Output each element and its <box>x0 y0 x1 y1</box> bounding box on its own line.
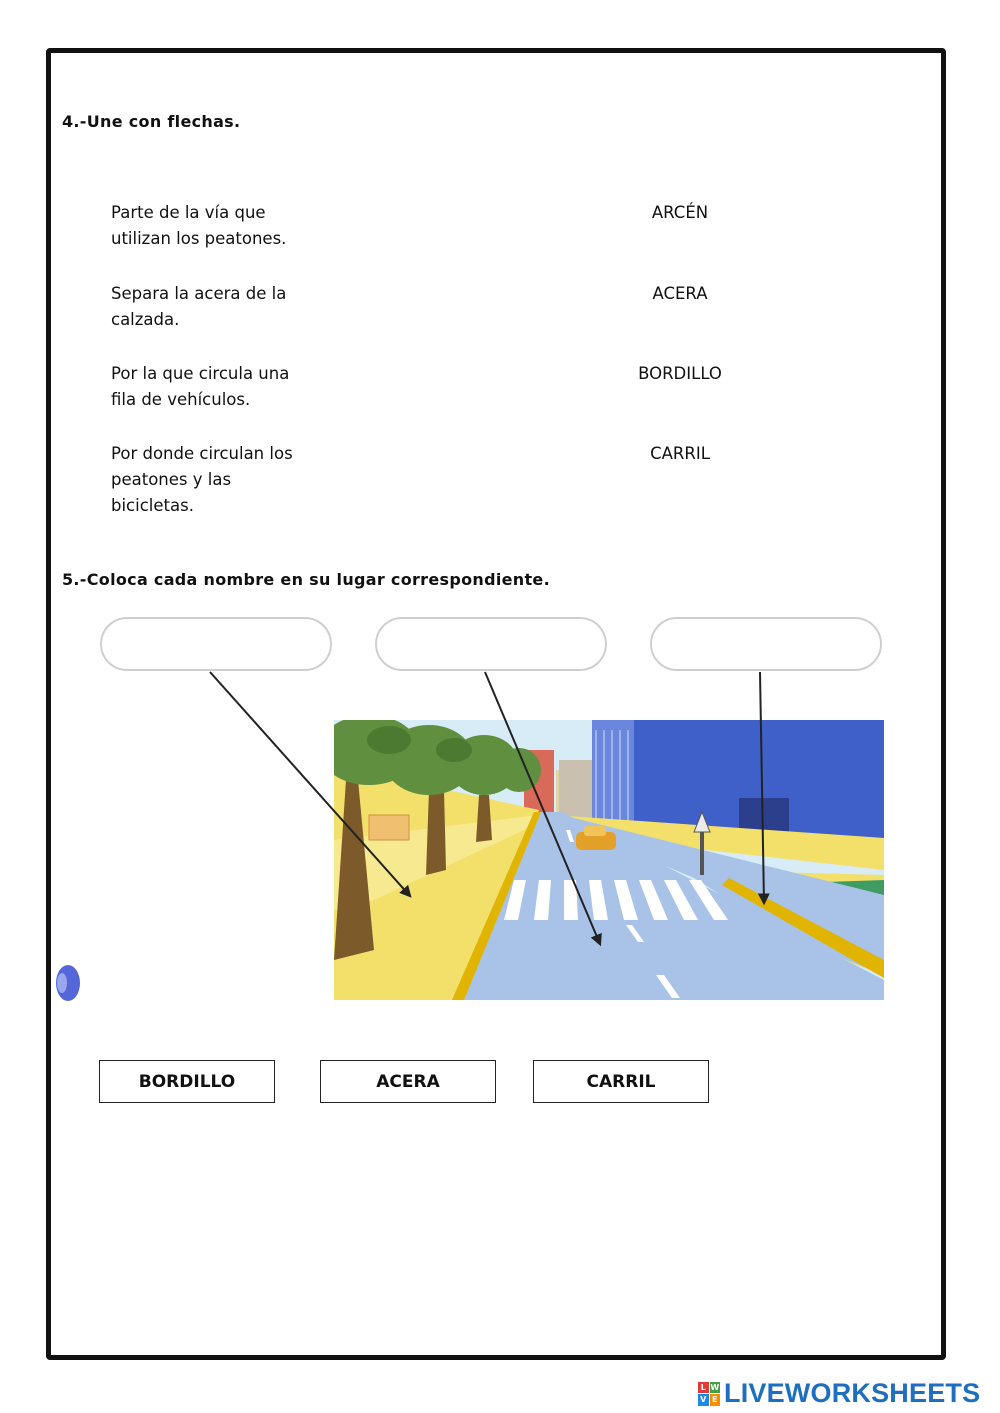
definition-2-line-1: Separa la acera de la <box>111 284 287 303</box>
definition-1 <box>111 200 341 252</box>
answer-arcen[interactable]: ARCÉN <box>651 203 709 222</box>
definition-2 <box>111 281 341 333</box>
blue-tab-icon <box>54 963 82 1003</box>
drop-zone-2[interactable] <box>375 617 607 671</box>
definition-3-line-2: fila de vehículos. <box>111 390 251 409</box>
definition-3-line-1: Por la que circula una <box>111 364 290 383</box>
exercise-4-title: 4.-Une con flechas. <box>62 112 241 131</box>
definition-3 <box>111 361 341 413</box>
word-tag-bordillo[interactable]: BORDILLO <box>99 1060 275 1103</box>
logo-badge-v: V <box>698 1394 709 1406</box>
logo-badge-l: L <box>698 1382 709 1394</box>
answer-bordillo[interactable]: BORDILLO <box>638 364 722 383</box>
logo-badge-w: W <box>710 1382 720 1392</box>
definition-1-line-2: utilizan los peatones. <box>111 229 287 248</box>
logo-badge-icon <box>698 1382 720 1406</box>
answer-carril[interactable]: CARRIL <box>650 444 710 463</box>
definition-4 <box>111 441 341 519</box>
definition-4-line-3: bicicletas. <box>111 496 194 515</box>
definition-4-line-1: Por donde circulan los <box>111 444 293 463</box>
answer-acera[interactable]: ACERA <box>652 284 708 303</box>
drop-zone-3[interactable] <box>650 617 882 671</box>
street-scene-illustration <box>334 720 884 1000</box>
word-tag-acera[interactable]: ACERA <box>320 1060 496 1103</box>
logo-badge-e: E <box>710 1394 721 1406</box>
definition-1-line-1: Parte de la vía que <box>111 203 266 222</box>
drop-zone-1[interactable] <box>100 617 332 671</box>
definition-2-line-2: calzada. <box>111 310 180 329</box>
definition-4-line-2: peatones y las <box>111 470 232 489</box>
exercise-5-title: 5.-Coloca cada nombre en su lugar correspondiente. <box>62 570 550 589</box>
liveworksheets-logo <box>698 1378 980 1409</box>
word-tag-carril[interactable]: CARRIL <box>533 1060 709 1103</box>
logo-text: LIVEWORKSHEETS <box>724 1378 981 1408</box>
